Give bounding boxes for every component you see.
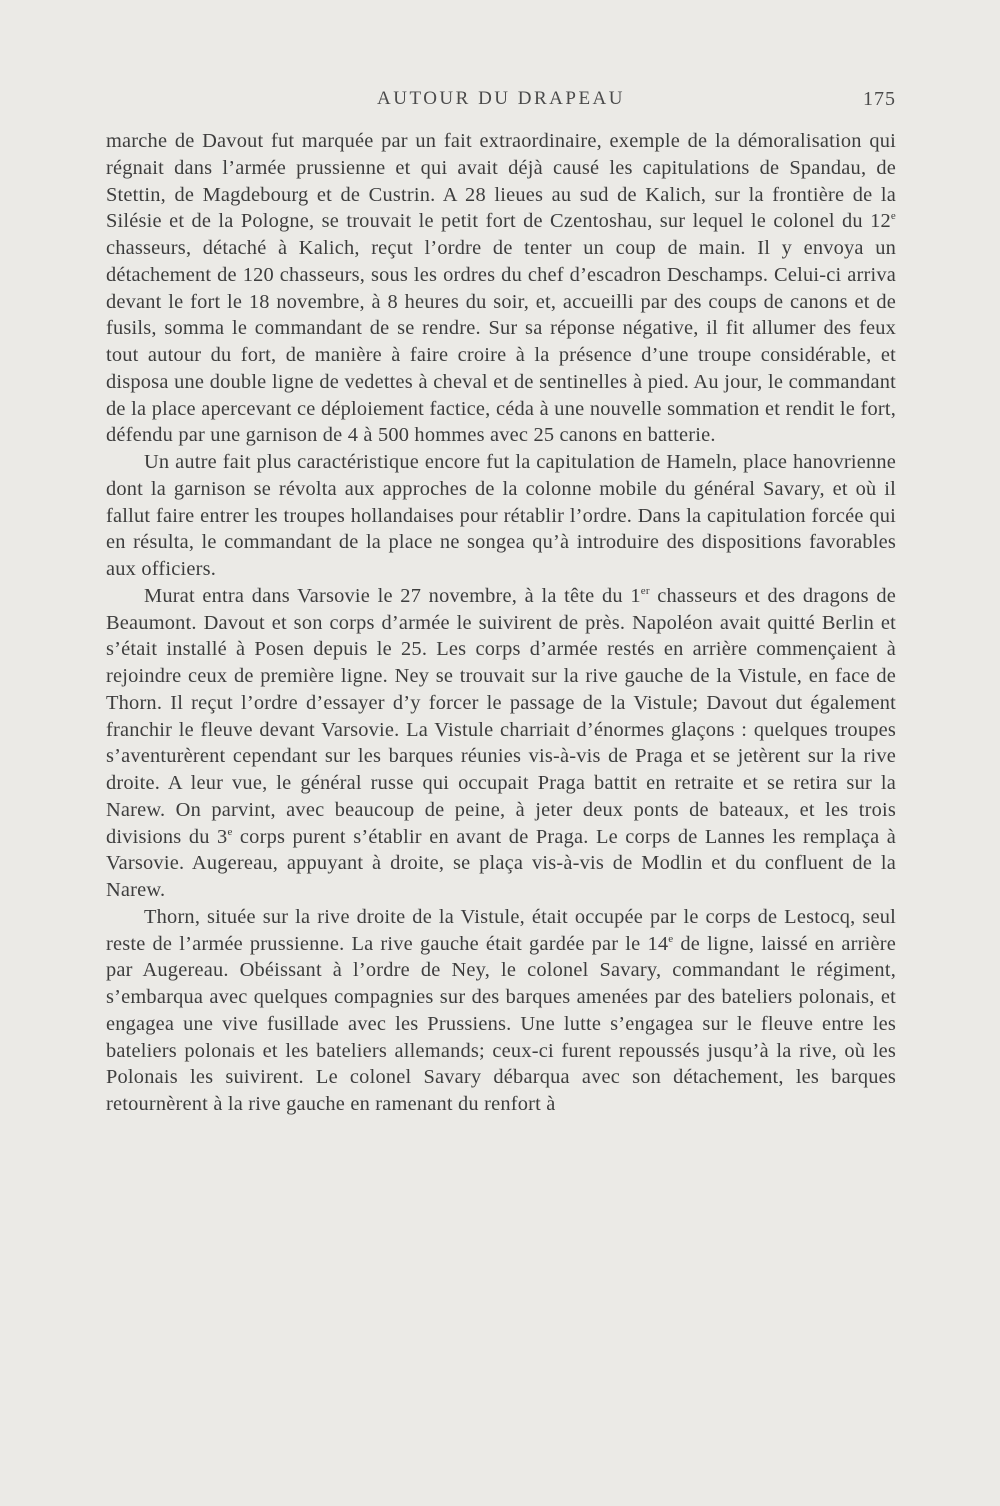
running-head xyxy=(106,88,896,116)
ordinal-superscript: er xyxy=(640,584,650,597)
ordinal-superscript: e xyxy=(668,932,674,945)
paragraph-1-text-b: chasseurs, détaché à Kalich, reçut l’ordre de tenter un coup de main. Il y envoya un détachement de 120 chasseurs, sous les ordres du chef d’escadron Deschamps. Celui-ci arriva devant le fort le 18 novembre, à 8 heures du soir, et, accueilli par des coups de canons et de fusils, somma le commandant de se rendre. Sur sa réponse négative, il fit allumer des feux tout autour du fort, de manière à faire croire à la présence d’une troupe considérable, et disposa une double ligne de vedettes à cheval et de sentinelles à pied. Au jour, le commandant de la place apercevant ce déploiement factice, céda à une nouvelle sommation et rendit le fort, défendu par une garnison de 4 à 500 hommes avec 25 canons en batterie. xyxy=(106,237,896,447)
ordinal-superscript: e xyxy=(227,825,233,838)
paragraph-4 xyxy=(106,904,896,1118)
running-title: AUTOUR DU DRAPEAU xyxy=(377,88,625,109)
paragraph-3-text-c: corps purent s’établir en avant de Praga. Le corps de Lannes les remplaça à Varsovie. Augereau, appuyant à droite, se plaça vis-à-vis de Modlin et du confluent de la Narew. xyxy=(106,825,896,901)
ordinal-superscript: e xyxy=(890,210,896,223)
paragraph-2: Un autre fait plus caractéristique encore fut la capitulation de Hameln, place hanovrienne dont la garnison se révolta aux approches de la colonne mobile du général Savary, et où il fallut faire entrer les troupes hollandaises pour rétablir l’ordre. Dans la capitulation forcée qui en résulta, le commandant de la place ne songea qu’à introduire des dispositions favorables aux officiers. xyxy=(106,451,896,580)
paragraph-4-text-a: Thorn, située sur la rive droite de la Vistule, était occupée par le corps de Lestocq, seul reste de l’armée prussienne. La rive gauche était gardée par le 14 xyxy=(106,905,896,955)
paragraph-3-text-a: Murat entra dans Varsovie le 27 novembre, à la tête du 1 xyxy=(144,584,641,607)
paragraph-4-text-b: de ligne, laissé en arrière par Augereau. Obéissant à l’ordre de Ney, le colonel Savary, commandant le régiment, s’embarqua avec quelques compagnies sur des barques amenées par des bateliers polonais, et engagea une vive fusillade avec les Prussiens. Une lutte s’engagea sur le fleuve entre les bateliers polonais et les bateliers allemands; ceux-ci furent repoussés jusqu’à la rive, où les Polonais les suivirent. Le colonel Savary débarqua avec son détachement, les barques retournèrent à la rive gauche en ramenant du renfort à xyxy=(106,932,897,1115)
paragraph-1-text-a: marche de Davout fut marquée par un fait extraordinaire, exemple de la démoralisation qui régnait dans l’armée prussienne et qui avait déjà causé les capitulations de Spandau, de Stettin, de Magdebourg et de Custrin. A 28 lieues au sud de Kalich, sur la frontière de la Silésie et de la Pologne, se trouvait le petit fort de Czentoshau, sur lequel le colonel du 12 xyxy=(106,130,896,233)
paragraph-3-text-b: chasseurs et des dragons de Beaumont. Davout et son corps d’armée le suivirent de près. Napoléon avait quitté Berlin et s’était installé à Posen depuis le 25. Les corps d’armée restés en arrière commençaient à rejoindre ceux de première ligne. Ney se trouvait sur la rive gauche de la Vistule, en face de Thorn. Il reçut l’ordre d’essayer d’y forcer le passage de la Vistule; Davout dut également franchir le fleuve devant Varsovie. La Vistule charriait d’énormes glaçons : quelques troupes s’aventurèrent cependant sur les barques réunies vis-à-vis de Praga et se jetèrent sur la rive droite. A leur vue, le général russe qui occupait Praga battit en retraite et se retira sur la Narew. On parvint, avec beaucoup de peine, à jeter deux ponts de bateaux, et les trois divisions du 3 xyxy=(106,584,896,848)
paragraph-1 xyxy=(106,128,896,449)
page-number: 175 xyxy=(863,88,896,110)
paragraph-3 xyxy=(106,583,896,904)
body-text xyxy=(106,128,896,1118)
